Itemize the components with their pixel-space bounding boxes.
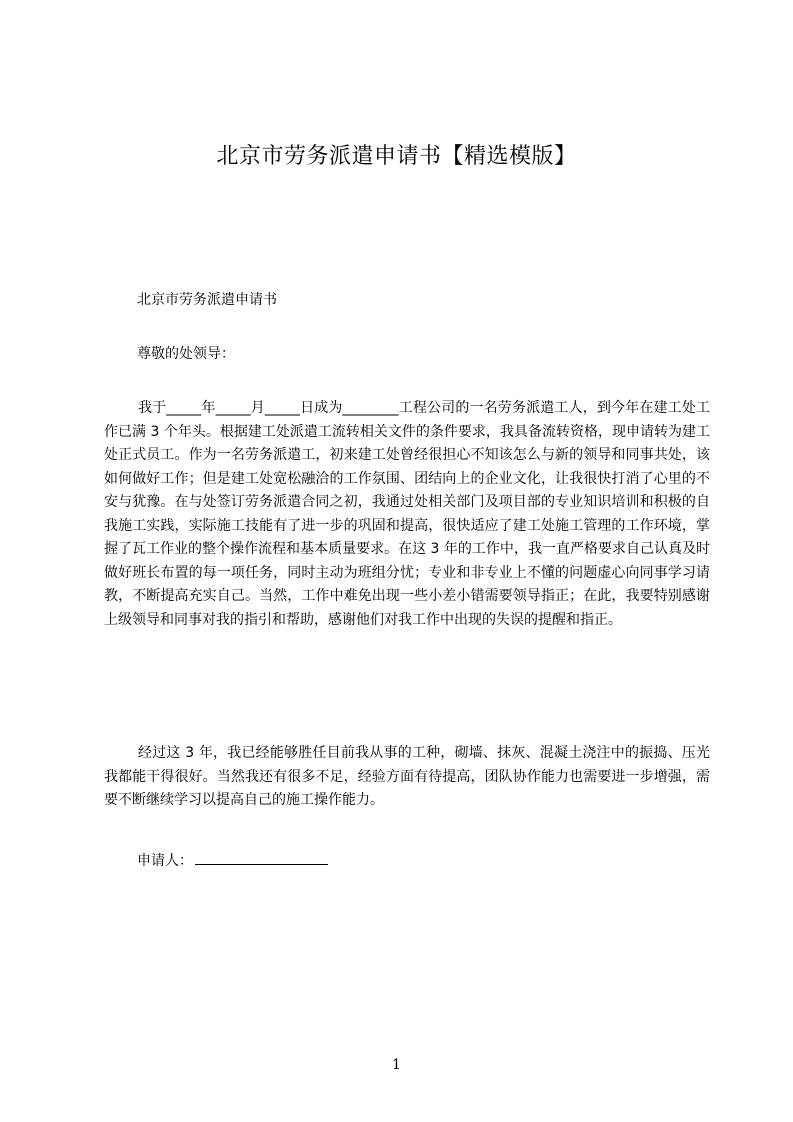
body-paragraph-1: 我于_____年_____月_____日成为________工程公司的一名劳务派遣工人，到今年在建工处工作已满 3 个年头。根据建工处派遣工流转相关文件的条件要求，我具备流转资格，现申请转为建工处正式员工。作为一名劳务派遣工，初来建工处曾经很担心不知该怎么与新的领导和同事共处，该如何做好工作；但是建工处宽松融洽的工作氛围、团结向上的企业文化，让我很快打消了心里的不安与犹豫。在与处签订劳务派遣合同之初，我通过处相关部门及项目部的专业知识培训和积极的自我施工实践，实际施工技能有了进一步的巩固和提高，很快适应了建工处施工管理的工作环境，掌握了瓦工作业的整个操作流程和基本质量要求。在这 3 年的工作中，我一直严格要求自己认真及时做好班长布置的每一项任务，同时主动为班组分忧；专业和非专业上不懂的问题虚心向同事学习请教，不断提高充实自己。当然，工作中难免出现一些小差小错需要领导指正；在此，我要特别感谢上级领导和同事对我的指引和帮助，感谢他们对我工作中出现的失误的提醒和指正。 bbox=[104, 400, 710, 628]
body-paragraph-2: 经过这 3 年，我已经能够胜任目前我从事的工种，砌墙、抹灰、混凝土浇注中的振捣、压光我都能干得很好。当然我还有很多不足，经验方面有待提高，团队协作能力也需要进一步增强，需要不断继续学习以提高自己的施工操作能力。 bbox=[104, 745, 710, 808]
signature-blank-line bbox=[195, 850, 328, 865]
signature-label: 申请人： bbox=[137, 853, 193, 869]
letter-heading: 北京市劳务派遣申请书 bbox=[137, 292, 277, 308]
salutation: 尊敬的处领导： bbox=[137, 346, 235, 362]
page-number: 1 bbox=[392, 1057, 401, 1073]
document-title: 北京市劳务派遣申请书【精选模版】 bbox=[216, 144, 577, 169]
signature-row bbox=[137, 850, 328, 871]
